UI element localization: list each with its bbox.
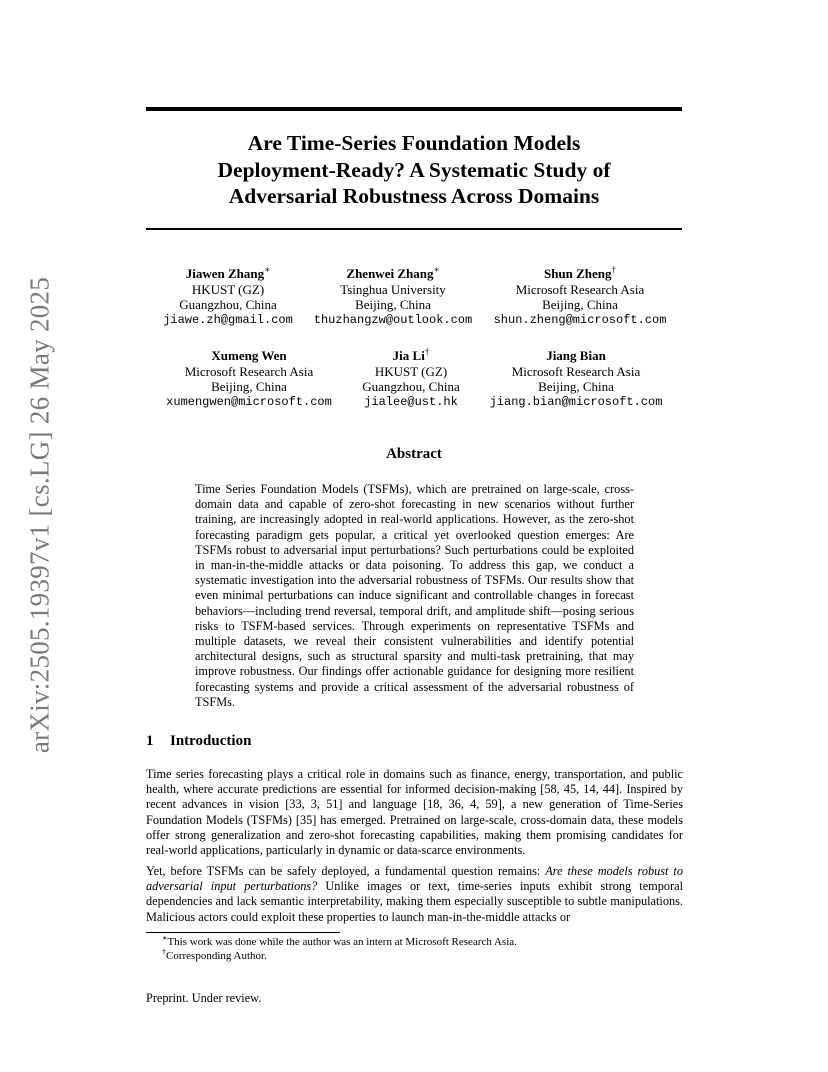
author-block bbox=[362, 348, 459, 410]
body-paragraph bbox=[146, 864, 683, 925]
footnote-rule bbox=[146, 932, 340, 933]
author-mark: † bbox=[611, 264, 617, 275]
author-name: Jiawen Zhang bbox=[185, 266, 265, 281]
author-mark: ∗ bbox=[433, 264, 440, 275]
author-location: Guangzhou, China bbox=[179, 297, 277, 312]
author-block bbox=[314, 266, 472, 328]
paper-title bbox=[146, 130, 682, 210]
author-name: Xumeng Wen bbox=[211, 348, 287, 363]
preprint-note: Preprint. Under review. bbox=[146, 991, 262, 1005]
section-heading bbox=[146, 733, 251, 750]
author-block bbox=[166, 348, 332, 410]
author-email[interactable]: jiawe.zh@gmail.com bbox=[163, 312, 293, 327]
author-location: Guangzhou, China bbox=[362, 379, 460, 394]
author-location: Beijing, China bbox=[211, 379, 287, 394]
para-text: Yet, before TSFMs can be safely deployed, a fundamental question remains: bbox=[146, 864, 546, 878]
author-block bbox=[490, 348, 663, 410]
author-affiliation: Microsoft Research Asia bbox=[184, 363, 314, 379]
abstract-text: Time Series Foundation Models (TSFMs), which are pretrained on large-scale, cross-domain data and capable of zero-shot forecasting in new scenarios without further training, are increasingly adopted in real-world applications. However, as the zero-shot forecasting paradigm gets popular, a critical yet overlooked question emerges: Are TSFMs robust to adversarial input perturbations? Such perturbations could be exploited in man-in-the-middle attacks or data poisoning. To address this gap, we conduct a systematic investigation into the adversarial robustness of TSFMs. Our results show that even minimal perturbations can induce significant and controllable changes in forecast behaviors—including trend reversal, temporal drift, and amplitude shift—posing serious risks to TSFM-based services. Through experiments on representative TSFMs and multiple datasets, we reveal their consistent vulnerabilities and identify potential architectural designs, such as structural sparsity and multi-task pretraining, that may improve robustness. Our findings offer actionable guidance for designing more resilient forecasting systems and provide a critical assessment of the adversarial robustness of TSFMs. bbox=[195, 482, 634, 709]
abstract-heading: Abstract bbox=[386, 446, 442, 462]
author-mark: ∗ bbox=[264, 264, 271, 275]
author-mark: † bbox=[424, 346, 430, 357]
author-block bbox=[494, 266, 667, 328]
footnote-text: Corresponding Author. bbox=[166, 950, 267, 962]
author-email[interactable]: shun.zheng@microsoft.com bbox=[493, 312, 667, 327]
title-line: Deployment-Ready? A Systematic Study of bbox=[217, 157, 611, 182]
footnote bbox=[162, 933, 517, 949]
author-affiliation: HKUST (GZ) bbox=[191, 281, 265, 297]
section-number: 1 bbox=[146, 733, 154, 749]
author-location: Beijing, China bbox=[355, 297, 431, 312]
author-affiliation: Microsoft Research Asia bbox=[511, 363, 641, 379]
author-affiliation: Microsoft Research Asia bbox=[515, 281, 645, 297]
author-affiliation: Tsinghua University bbox=[340, 281, 446, 297]
author-affiliation: HKUST (GZ) bbox=[374, 363, 448, 379]
author-name: Zhenwei Zhang bbox=[346, 266, 434, 281]
title-top-rule bbox=[146, 107, 682, 111]
author-name: Jia Li bbox=[392, 348, 425, 363]
author-email[interactable]: jialee@ust.hk bbox=[364, 394, 458, 409]
footnote bbox=[162, 947, 267, 963]
title-line: Adversarial Robustness Across Domains bbox=[228, 184, 600, 208]
author-email[interactable]: thuzhangzw@outlook.com bbox=[313, 312, 473, 327]
para-emphasis: Are these models robust to adversarial input perturbations? bbox=[146, 864, 683, 894]
author-location: Beijing, China bbox=[542, 297, 618, 312]
author-block bbox=[163, 266, 293, 328]
author-email[interactable]: jiang.bian@microsoft.com bbox=[489, 394, 663, 409]
section-title: Introduction bbox=[170, 733, 252, 749]
footnote-mark: † bbox=[162, 947, 166, 957]
author-location: Beijing, China bbox=[538, 379, 614, 394]
author-name: Jiang Bian bbox=[546, 348, 606, 363]
title-line: Are Time-Series Foundation Models bbox=[247, 131, 581, 155]
footnote-mark: ∗ bbox=[162, 933, 168, 943]
footnote-text: This work was done while the author was an intern at Microsoft Research Asia. bbox=[167, 936, 517, 948]
author-name: Shun Zheng bbox=[543, 266, 612, 281]
body-paragraph: Time series forecasting plays a critical role in domains such as finance, energy, transportation, and public health, where accurate predictions are essential for informed decision-making [58, 45, 14, 44]. Inspired by recent advances in vision [33, 3, 51] and language [18, 36, 4, 59], a new generation of Time-Series Foundation Models (TSFMs) [35] has emerged. Pretrained on large-scale, cross-domain data, these models offer strong generalization and zero-shot forecasting capabilities, making them promising candidates for real-world applications, particularly in dynamic or data-scarce environments. bbox=[146, 767, 683, 858]
title-bottom-rule bbox=[146, 228, 682, 230]
author-email[interactable]: xumengwen@microsoft.com bbox=[166, 394, 332, 409]
arxiv-identifier-stamp: arXiv:2505.19397v1 [cs.LG] 26 May 2025 bbox=[24, 276, 55, 754]
para-text: Unlike images or text, time-series inputs exhibit strong temporal dependencies and lack semantic interpretability, making them especially susceptible to subtle manipulations. Malicious actors could exploit these properties to launch man-in-the-middle attacks or bbox=[146, 879, 683, 924]
